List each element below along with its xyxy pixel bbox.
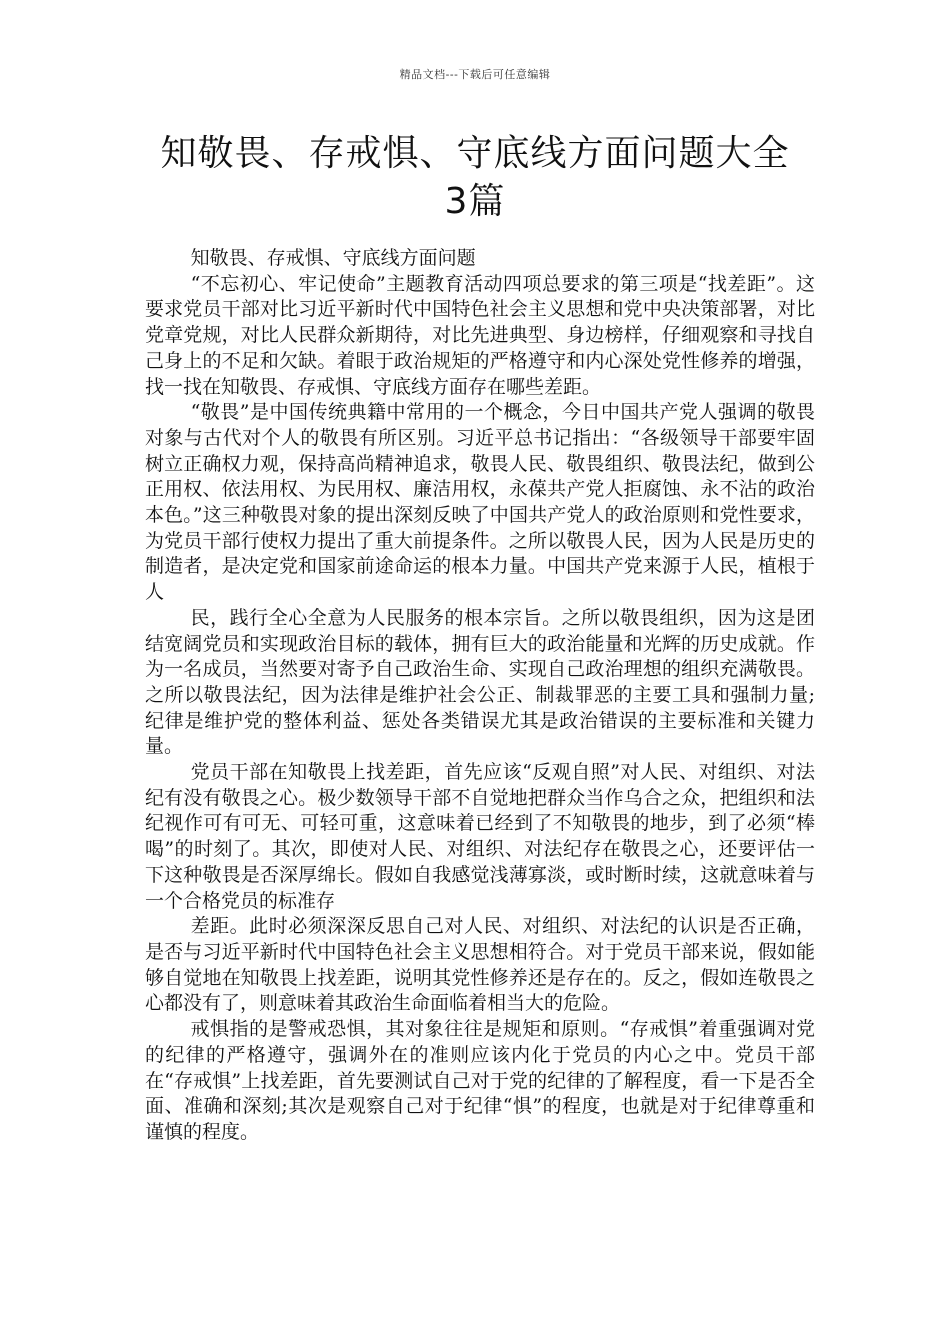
document-title: [100, 130, 850, 226]
paragraph-6: 戒惧指的是警戒恐惧，其对象往往是规矩和原则。“存戒惧”着重强调对党的纪律的严格遵守，强调外在的准则应该内化于党员的内心之中。党员干部在“存戒惧”上找差距，首先要测试自己对于党的纪律的了解程度，看一下是否全面、准确和深刻;其次是观察自己对于纪律“惧”的程度，也就是对于纪律尊重和谨慎的程度。: [145, 1018, 815, 1143]
paragraph-1: “不忘初心、牢记使命”主题教育活动四项总要求的第三项是“找差距”。这要求党员干部对比习近平新时代中国特色社会主义思想和党中央决策部署，对比党章党规，对比人民群众新期待，对比先进典型、身边榜样，仔细观察和寻找自己身上的不足和欠缺。着眼于政治规矩的严格遵守和内心深处党性修养的增强，找一找在知敬畏、存戒惧、守底线方面存在哪些差距。: [145, 272, 815, 398]
document-body: [145, 246, 815, 1146]
paragraph-3: 民，践行全心全意为人民服务的根本宗旨。之所以敬畏组织，因为这是团结宽阔党员和实现政治目标的载体，拥有巨大的政治能量和光辉的历史成就。作为一名成员，当然要对寄予自己政治生命、实现自己政治理想的组织充满敬畏。之所以敬畏法纪，因为法律是维护社会公正、制裁罪恶的主要工具和强制力量;纪律是维护党的整体利益、惩处各类错误尤其是政治错误的主要标准和关键力量。: [145, 606, 815, 758]
title-line-2: 3篇: [444, 181, 506, 222]
section-heading: 知敬畏、存戒惧、守底线方面问题: [190, 247, 476, 269]
paragraph-5: 差距。此时必须深深反思自己对人民、对组织、对法纪的认识是否正确，是否与习近平新时代中国特色社会主义思想相符合。对于党员干部来说，假如能够自觉地在知敬畏上找差距，说明其党性修养还是存在的。反之，假如连敬畏之心都没有了，则意味着其政治生命面临着相当大的危险。: [145, 915, 815, 1015]
title-line-1: 知敬畏、存戒惧、守底线方面问题大全: [160, 133, 790, 174]
paragraph-2: “敬畏”是中国传统典籍中常用的一个概念，今日中国共产党人强调的敬畏对象与古代对个人的敬畏有所区别。习近平总书记指出：“各级领导干部要牢固树立正确权力观，保持高尚精神追求，敬畏人民、敬畏组织、敬畏法纪，做到公正用权、依法用权、为民用权、廉洁用权，永葆共产党人拒腐蚀、永不沾的政治本色。”这三种敬畏对象的提出深刻反映了中国共产党人的政治原则和党性要求，为党员干部行使权力提出了重大前提条件。之所以敬畏人民，因为人民是历史的制造者，是决定党和国家前途命运的根本力量。中国共产党来源于人民，植根于人: [145, 401, 815, 604]
header-note: 精品文档---下载后可任意编辑: [399, 68, 551, 81]
paragraph-4: 党员干部在知敬畏上找差距，首先应该“反观自照”对人民、对组织、对法纪有没有敬畏之心。极少数领导干部不自觉地把群众当作乌合之众，把组织和法纪视作可有可无、可轻可重，这意味着已经到了不知敬畏的地步，到了必须“棒喝”的时刻了。其次，即使对人民、对组织、对法纪存在敬畏之心，还要评估一下这种敬畏是否深厚绵长。假如自我感觉浅薄寡淡，或时断时续，这就意味着与一个合格党员的标准存: [145, 761, 815, 912]
